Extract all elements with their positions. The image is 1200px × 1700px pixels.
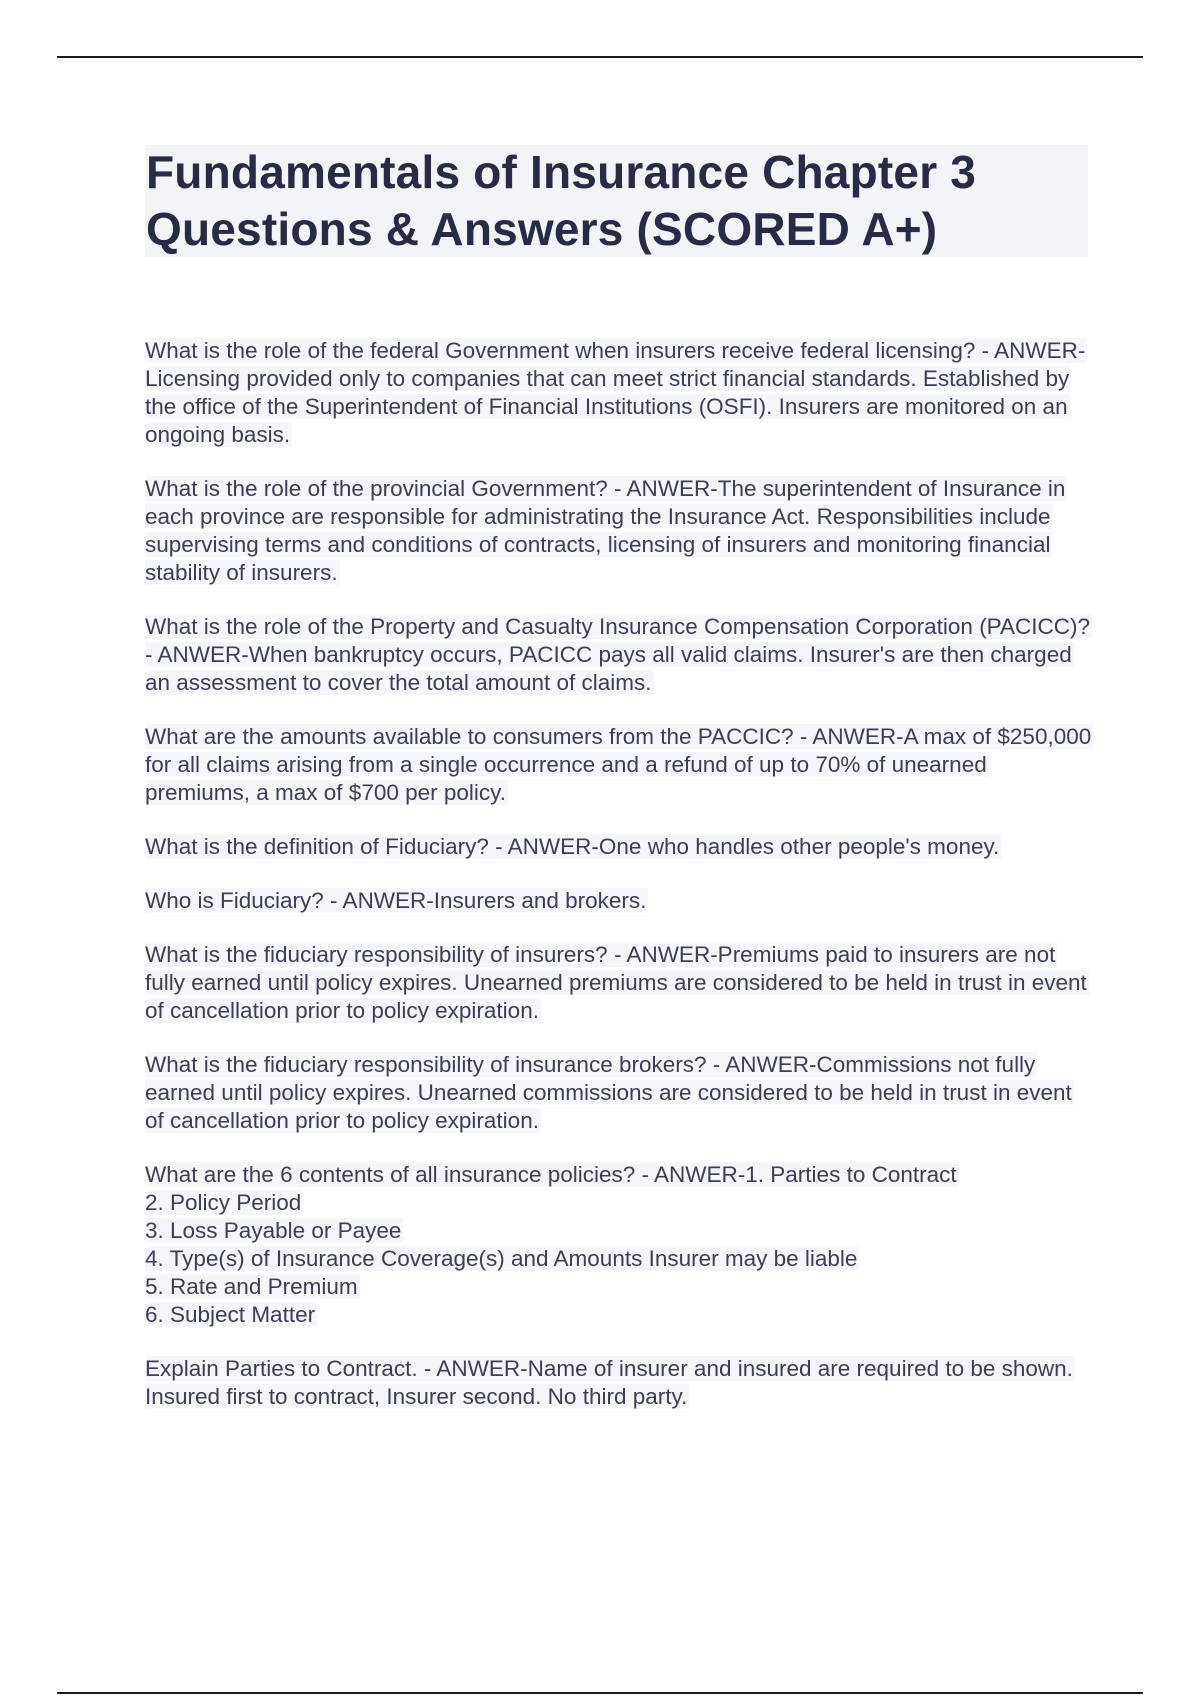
qa-item [145, 887, 1095, 915]
qa-item [145, 1161, 1095, 1329]
qa-item-text: What is the role of the provincial Government? - ANWER-The superintendent of Insurance in each province are responsible for administrating the Insurance Act. Responsibilities include supervising terms and conditions of contracts, licensing of insurers and monitoring financial stability of insurers. [145, 476, 1066, 585]
header-rule [57, 56, 1143, 58]
qa-item-text: Who is Fiduciary? - ANWER-Insurers and brokers. [145, 888, 647, 913]
qa-item-text: What are the amounts available to consumers from the PACCIC? - ANWER-A max of $250,000 for all claims arising from a single occurrence and a refund of up to 70% of unearned premiums, a max of $700 per policy. [145, 724, 1092, 805]
qa-item-text: What is the definition of Fiduciary? - ANWER-One who handles other people's money. [145, 834, 1000, 859]
title-line-2: Questions & Answers (SCORED A+) [146, 203, 938, 255]
qa-item-text: Explain Parties to Contract. - ANWER-Name of insurer and insured are required to be shown. Insured first to contract, Insurer second. No third party. [145, 1356, 1073, 1409]
document-title [146, 144, 1076, 258]
qa-item [145, 337, 1095, 449]
qa-item [145, 723, 1095, 807]
title-line-1: Fundamentals of Insurance Chapter 3 [146, 146, 977, 198]
qa-item [145, 1051, 1095, 1135]
qa-item [145, 1355, 1095, 1411]
qa-item [145, 613, 1095, 697]
qa-item-text: What is the fiduciary responsibility of insurers? - ANWER-Premiums paid to insurers are not fully earned until policy expires. Unearned premiums are considered to be held in trust in event of cancellation prior to policy expiration. [145, 942, 1087, 1023]
footer-rule [57, 1692, 1143, 1694]
qa-item [145, 833, 1095, 861]
qa-item [145, 941, 1095, 1025]
qa-item [145, 475, 1095, 587]
qa-item-text: What is the role of the Property and Casualty Insurance Compensation Corporation (PACICC)? - ANWER-When bankruptcy occurs, PACICC pays all valid claims. Insurer's are then charged an assessment to cover the total amount of claims. [145, 614, 1091, 695]
qa-item-text: What is the role of the federal Government when insurers receive federal licensing? - ANWER-Licensing provided only to companies that can meet strict financial standards. Established by the office of the Superintendent of Financial Institutions (OSFI). Insurers are monitored on an ongoing basis. [145, 338, 1086, 447]
qa-item-text: What is the fiduciary responsibility of insurance brokers? - ANWER-Commissions not fully earned until policy expires. Unearned commissions are considered to be held in trust in event of cancellation prior to policy expiration. [145, 1052, 1072, 1133]
qa-list [145, 337, 1095, 1437]
qa-item-text: What are the 6 contents of all insurance policies? - ANWER-1. Parties to Contract 2. Policy Period 3. Loss Payable or Payee 4. Type(s) of Insurance Coverage(s) and Amounts Insurer may be liable 5. Rate and Premium 6. Subject Matter [145, 1162, 957, 1327]
